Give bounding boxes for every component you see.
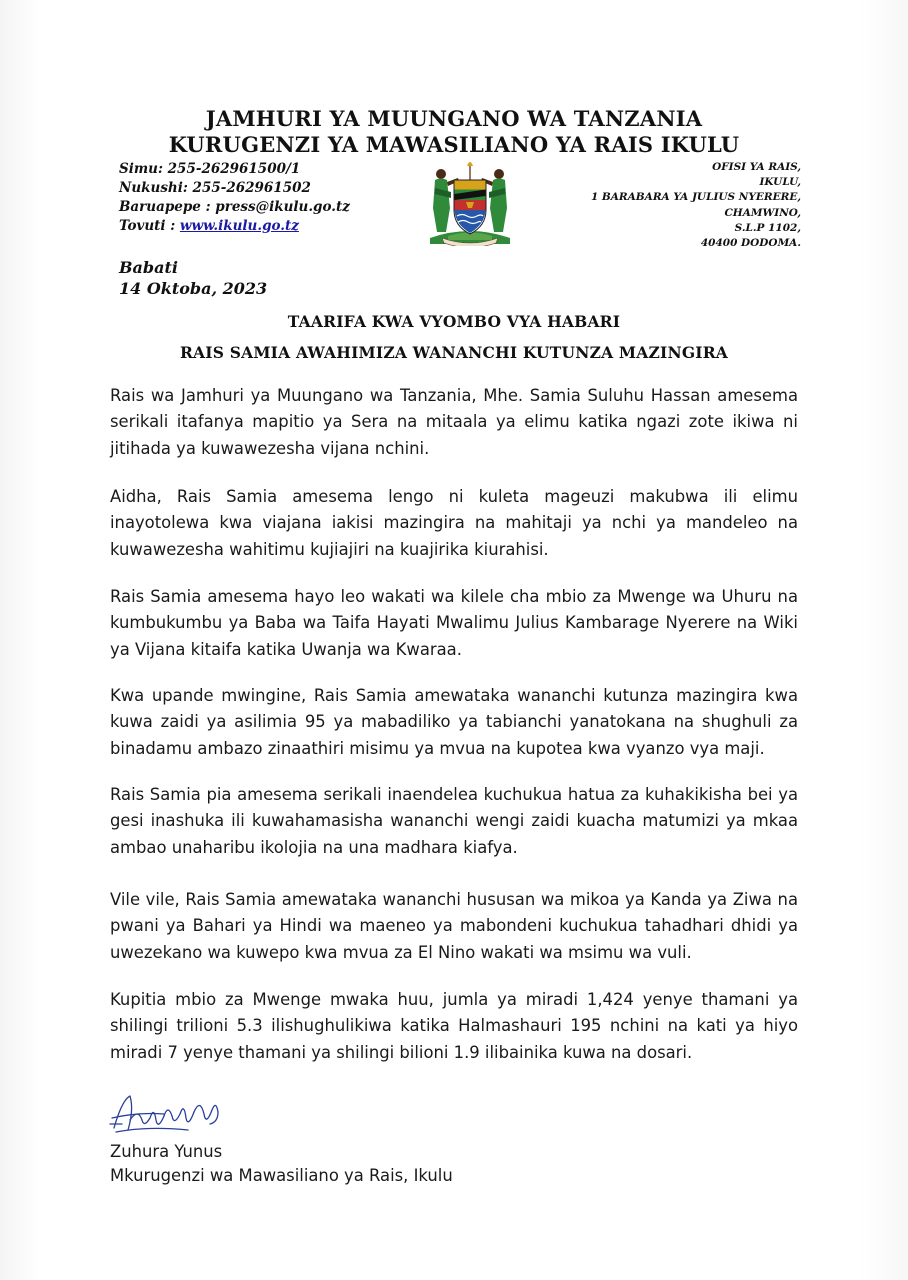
tanzania-coat-of-arms-icon (420, 158, 520, 246)
body-paragraph: Vile vile, Rais Samia amewataka wananchi hususan wa mikoa ya Kanda ya Ziwa na pwani ya Bahari ya Hindi wa maeneo ya mabondeni kuchukua tahadhari dhidi ya uwezekano wa kuwepo kwa mvua za El Nino wakati wa msimu wa vuli. (110, 890, 798, 962)
dateline-place: Babati (119, 258, 178, 277)
address-line-3: 1 BARABARA YA JULIUS NYERERE, (590, 191, 801, 204)
dateline-date: 14 Oktoba, 2023 (119, 279, 268, 298)
fax-number: Nukushi: 255-262961502 (119, 180, 311, 196)
website-label: Tovuti : (119, 218, 180, 234)
body-paragraph: Aidha, Rais Samia amesema lengo ni kuleta mageuzi makubwa ili elimu inayotolewa kwa viajana iakisi mazingira na mahitaji ya nchi ya mandeleo na kuwawezesha wahitimu kujiajiri na kuajirika kiurahisi. (110, 487, 798, 559)
contact-details-left (119, 160, 350, 236)
release-title: TAARIFA KWA VYOMBO VYA HABARI (287, 312, 621, 331)
website-link[interactable]: www.ikulu.go.tz (179, 218, 299, 234)
body-paragraph: Kupitia mbio za Mwenge mwaka huu, jumla ya miradi 1,424 yenye thamani ya shilingi trilioni 5.3 ilishughulikiwa katika Halmashauri 195 nchini na kati ya hiyo miradi 7 yenye thamani ya shilingi bilioni 1.9 ilibainika kuwa na dosari. (110, 990, 798, 1062)
address-line-6: 40400 DODOMA. (700, 237, 801, 250)
header-line-1: JAMHURI YA MUUNGANO WA TANZANIA (205, 106, 703, 131)
address-line-4: CHAMWINO, (724, 206, 801, 219)
signer-name: Zuhura Yunus (110, 1142, 223, 1161)
release-headline: RAIS SAMIA AWAHIMIZA WANANCHI KUTUNZA MAZINGIRA (179, 343, 729, 362)
body-paragraph: Rais Samia amesema hayo leo wakati wa kilele cha mbio za Mwenge wa Uhuru na kumbukumbu ya Baba wa Taifa Hayati Mwalimu Julius Kambarage Nyerere na Wiki ya Vijana kitaifa katika Uwanja wa Kwaraa. (110, 587, 798, 659)
address-line-1: OFISI YA RAIS, (712, 161, 801, 173)
phone-number: Simu: 255-262961500/1 (119, 161, 301, 177)
handwritten-signature-icon (108, 1090, 228, 1140)
email-address: Baruapepe : press@ikulu.go.tz (119, 199, 350, 215)
website-line (119, 217, 350, 236)
signer-position: Mkurugenzi wa Mawasiliano ya Rais, Ikulu (110, 1166, 453, 1185)
header-line-2: KURUGENZI YA MAWASILIANO YA RAIS IKULU (168, 132, 740, 157)
signer-block (110, 1140, 453, 1188)
address-line-5: S.L.P 1102, (734, 221, 801, 234)
contact-details-right (591, 160, 801, 251)
body-paragraph: Rais Samia pia amesema serikali inaendelea kuchukua hatua za kuhakikisha bei ya gesi inashuka ili kuwahamasisha wananchi wengi zaidi kuacha matumizi ya mkaa ambao unaharibu ikolojia na una madhara kiafya. (110, 785, 798, 857)
body-paragraph: Kwa upande mwingine, Rais Samia amewataka wananchi kutunza mazingira kwa kuwa zaidi ya asilimia 95 ya mabadiliko ya tabianchi yanatokana na shughuli za binadamu ambazo zinaathiri misimu ya mvua na kupotea kwa vyanzo vya maji. (110, 686, 798, 758)
dateline (119, 257, 267, 299)
body-paragraph: Rais wa Jamhuri ya Muungano wa Tanzania, Mhe. Samia Suluhu Hassan amesema serikali itafanya mapitio ya Sera na mitaala ya elimu katika ngazi zote ikiwa ni jitihada ya kuwawezesha vijana nchini. (110, 386, 798, 458)
address-line-2: IKULU, (759, 176, 801, 189)
